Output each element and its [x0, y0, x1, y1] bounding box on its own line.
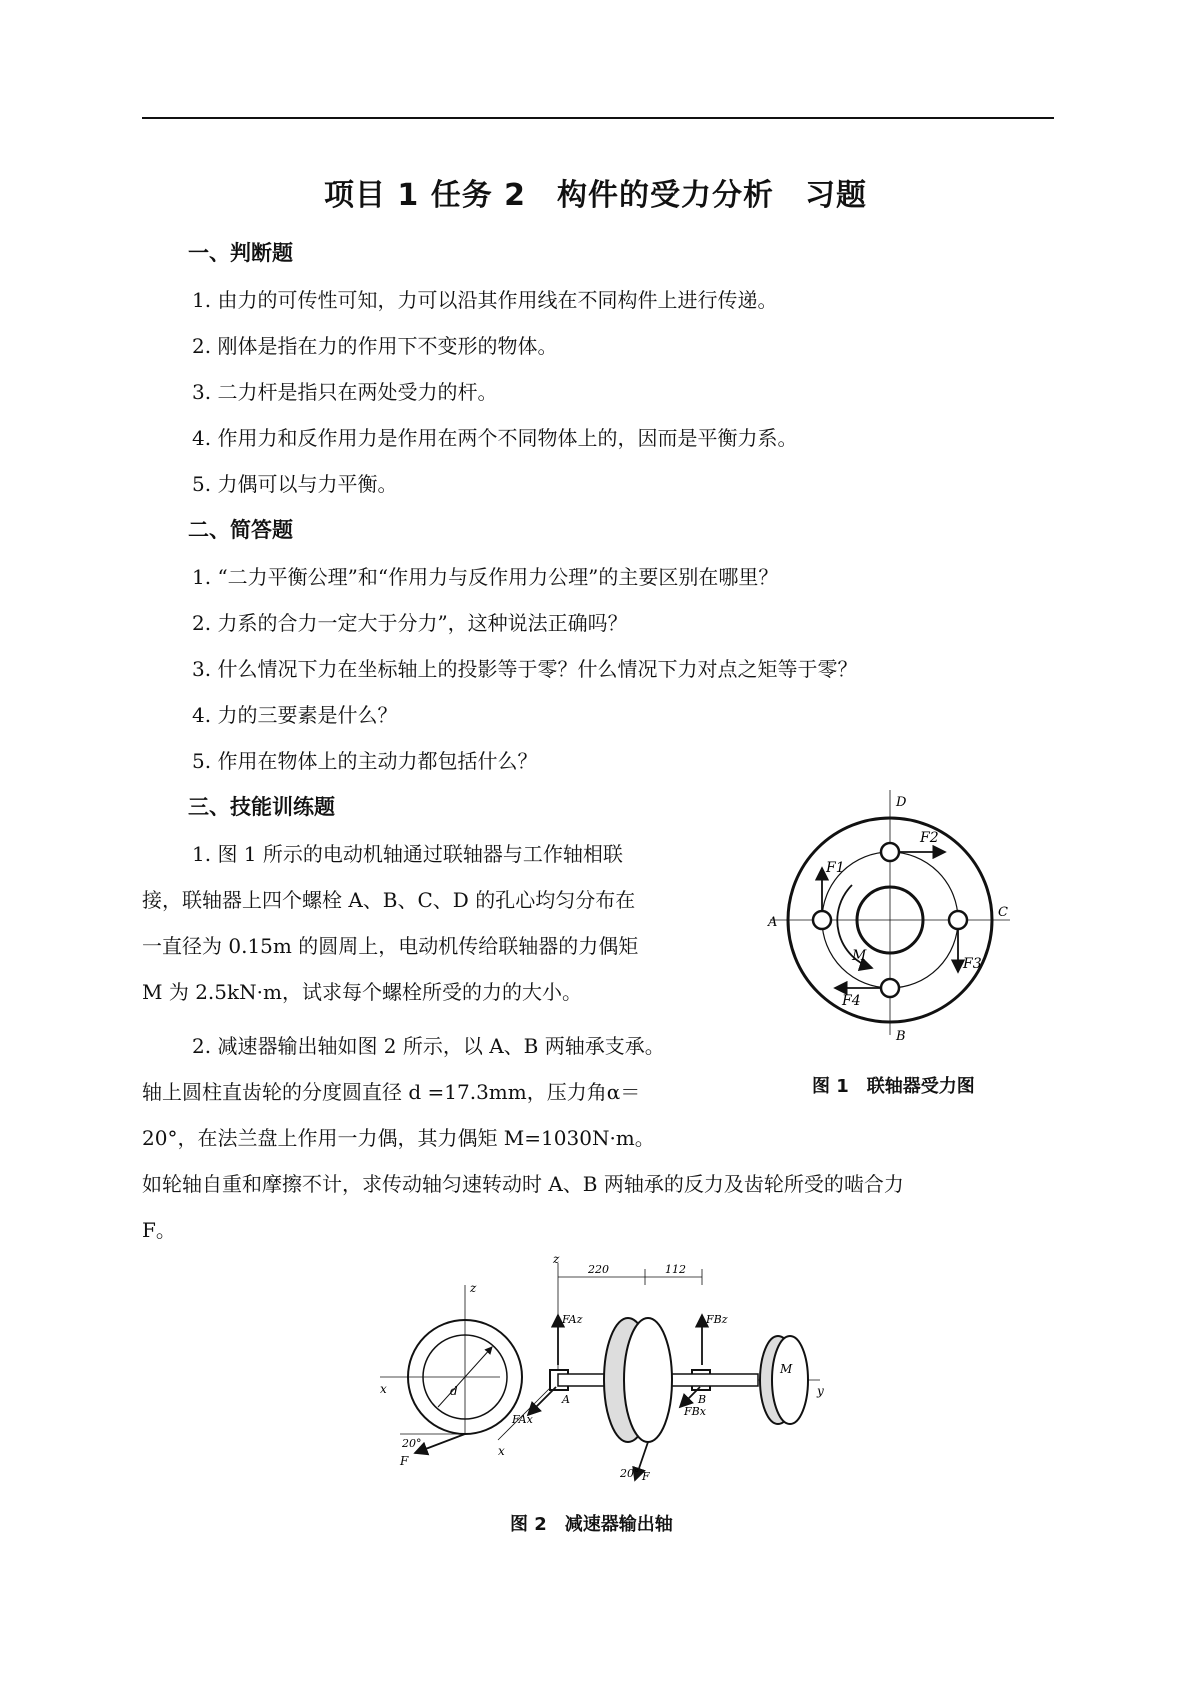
skill-p1-line: 1. 图 1 所示的电动机轴通过联轴器与工作轴相联 [192, 842, 623, 866]
page-title: 项目 1 任务 2 构件的受力分析 习题 [323, 178, 868, 213]
label-fbx: FBx [684, 1405, 706, 1418]
short-question: 3. 什么情况下力在坐标轴上的投影等于零？什么情况下力对点之矩等于零？ [192, 657, 858, 681]
judge-question: 3. 二力杆是指只在两处受力的杆。 [192, 380, 498, 404]
header-rule [142, 117, 1054, 119]
label-d: d [450, 1384, 458, 1398]
label-z-right: z [553, 1255, 560, 1266]
label-f3: F3 [963, 956, 982, 972]
short-question: 5. 作用在物体上的主动力都包括什么？ [192, 749, 538, 773]
figure-2-caption: 图 2 减速器输出轴 [510, 1514, 673, 1535]
label-f2: F2 [920, 830, 939, 846]
spur-gear-face [624, 1318, 672, 1442]
label-a: A [768, 915, 778, 930]
label-d: D [896, 795, 907, 810]
judge-question: 2. 刚体是指在力的作用下不变形的物体。 [192, 334, 558, 358]
judge-question: 5. 力偶可以与力平衡。 [192, 472, 398, 496]
section-heading-judge: 一、判断题 [188, 241, 293, 265]
label-m: M [852, 948, 867, 964]
section-heading-short: 二、简答题 [188, 518, 293, 542]
figure-2-reducer-shaft-diagram [380, 1255, 840, 1485]
bolt-b [881, 979, 899, 997]
flange-face [772, 1336, 808, 1424]
label-f-right: F [642, 1470, 650, 1483]
label-fbz: FBz [706, 1313, 728, 1326]
skill-p2-line: 如轮轴自重和摩擦不计，求传动轴匀速转动时 A、B 两轴承的反力及齿轮所受的啮合力 [142, 1172, 904, 1196]
judge-question: 1. 由力的可传性可知，力可以沿其作用线在不同构件上进行传递。 [192, 288, 778, 312]
label-angle-right: 20° [620, 1467, 640, 1480]
label-x-right: x [498, 1444, 505, 1458]
figure-1-caption: 图 1 联轴器受力图 [812, 1076, 975, 1097]
skill-p1-line: 接，联轴器上四个螺栓 A、B、C、D 的孔心均匀分布在 [142, 888, 636, 912]
label-a: A [562, 1393, 570, 1406]
force-fbx-arrow [680, 1387, 700, 1407]
label-f4: F4 [842, 993, 861, 1009]
label-angle-left: 20° [402, 1437, 422, 1450]
label-y: y [817, 1384, 824, 1398]
skill-p2-line: 20°，在法兰盘上作用一力偶，其力偶矩 M=1030N·m。 [142, 1126, 655, 1150]
bolt-c [949, 911, 967, 929]
label-c: C [998, 905, 1008, 920]
dimension-220: 220 [588, 1263, 609, 1276]
dimension-112: 112 [665, 1263, 686, 1276]
skill-p1-line: M 为 2.5kN·m，试求每个螺栓所受的力的大小。 [142, 980, 582, 1004]
force-fax-arrow [528, 1387, 556, 1415]
label-x-left: x [380, 1382, 387, 1396]
short-question: 4. 力的三要素是什么？ [192, 703, 398, 727]
figure-1-coupling-diagram [760, 790, 1020, 1050]
label-f-left: F [400, 1454, 409, 1468]
label-z-left: z [470, 1281, 477, 1295]
skill-p1-line: 一直径为 0.15m 的圆周上，电动机传给联轴器的力偶矩 [142, 934, 639, 958]
bolt-a [813, 911, 831, 929]
label-b: B [698, 1393, 707, 1406]
short-question: 1. “二力平衡公理”和“作用力与反作用力公理”的主要区别在哪里？ [192, 565, 779, 589]
bolt-d [881, 843, 899, 861]
skill-p2-line: 2. 减速器输出轴如图 2 所示，以 A、B 两轴承支承。 [192, 1034, 665, 1058]
skill-p2-line: F。 [142, 1218, 176, 1242]
label-fax: FAx [512, 1413, 533, 1426]
label-f1: F1 [826, 860, 845, 876]
label-faz: FAz [562, 1313, 583, 1326]
skill-p2-line: 轴上圆柱直齿轮的分度圆直径 d =17.3mm，压力角α＝ [142, 1080, 641, 1104]
short-question: 2. 力系的合力一定大于分力”，这种说法正确吗？ [192, 611, 628, 635]
force-f-left-arrow [415, 1434, 465, 1453]
label-b: B [896, 1029, 906, 1044]
judge-question: 4. 作用力和反作用力是作用在两个不同物体上的，因而是平衡力系。 [192, 426, 798, 450]
label-m: M [780, 1362, 793, 1376]
section-heading-skill: 三、技能训练题 [188, 795, 335, 819]
